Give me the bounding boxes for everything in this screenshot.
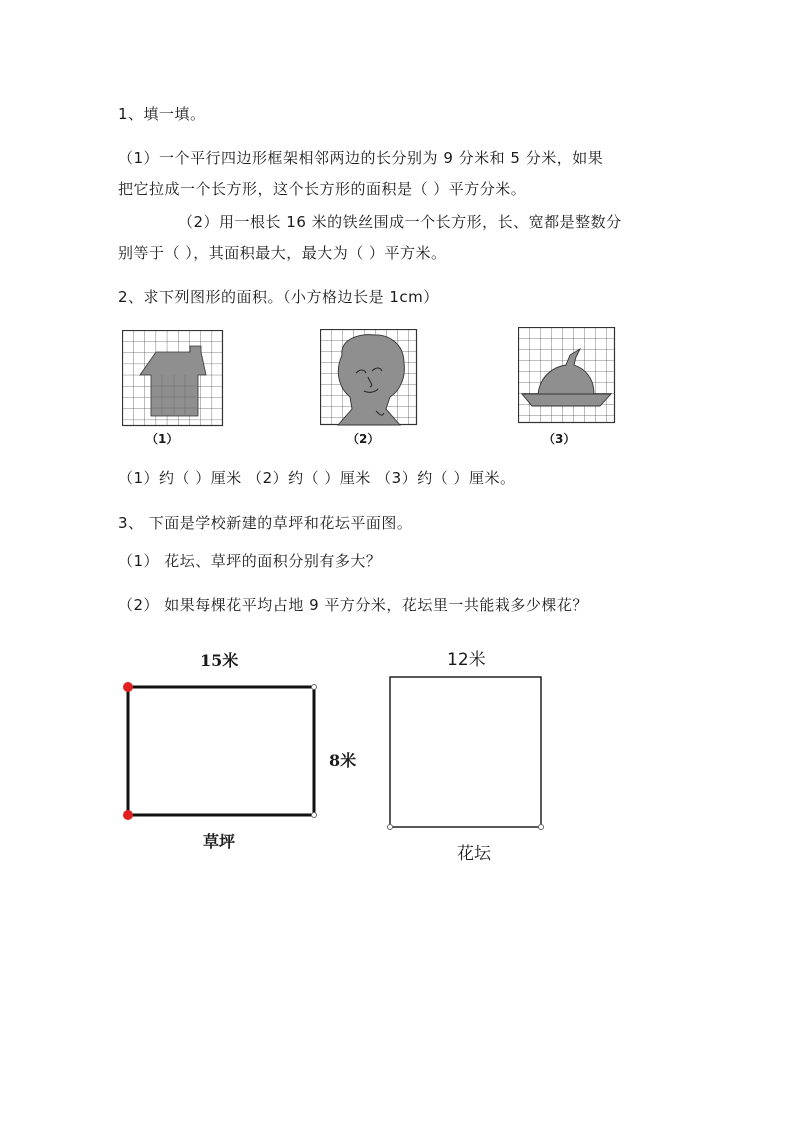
- caption-figure-2: （2）: [347, 432, 380, 446]
- q1-part2-line1: （2）用一根长 16 米的铁丝围成一个长方形，长、宽都是整数分: [178, 213, 622, 231]
- q1-part2-line2: 别等于（ ），其面积最大，最大为（ ）平方米。: [118, 244, 447, 262]
- flowerbed-square: [384, 672, 544, 832]
- lawn-width-label: 8米: [329, 751, 357, 770]
- caption-figure-3: （3）: [543, 432, 576, 446]
- lawn-rectangle: [120, 680, 320, 820]
- q3-sub1: （1） 花坛、草坪的面积分别有多大？: [118, 552, 382, 570]
- q1-part1-line2: 把它拉成一个长方形，这个长方形的面积是（ ）平方分米。: [118, 180, 527, 198]
- q3-heading: 3、 下面是学校新建的草坪和花坛平面图。: [118, 514, 413, 532]
- caption-figure-1: （1）: [146, 432, 179, 446]
- lawn-name: 草坪: [203, 832, 236, 851]
- figure-house: [122, 330, 224, 427]
- lawn-corner-dot-bottom-left: [123, 810, 133, 820]
- figure-boat: [518, 327, 616, 424]
- flowerbed-corner-dot-bottom-left: [388, 825, 393, 830]
- flowerbed-corner-dot-bottom-right: [539, 825, 544, 830]
- q3-sub2: （2） 如果每棵花平均占地 9 平方分米，花坛里一共能栽多少棵花？: [118, 596, 588, 614]
- q1-part1-line1: （1）一个平行四边形框架相邻两边的长分别为 9 分米和 5 分米，如果: [118, 149, 604, 167]
- lawn-corner-dot-top-right: [312, 685, 317, 690]
- flowerbed-side-label: 12米: [447, 650, 486, 670]
- flowerbed-name: 花坛: [457, 844, 491, 864]
- lawn-length-label: 15米: [200, 651, 239, 670]
- q2-answer-line: （1）约（ ）厘米 （2）约（ ）厘米 （3）约（ ）厘米。: [118, 469, 516, 487]
- lawn-corner-dot-bottom-right: [312, 813, 317, 818]
- lawn-corner-dot-top-left: [123, 682, 133, 692]
- figure-face: [320, 329, 418, 426]
- q1-heading: 1、填一填。: [118, 105, 206, 123]
- q2-heading: 2、求下列图形的面积。（小方格边长是 1cm）: [118, 288, 439, 306]
